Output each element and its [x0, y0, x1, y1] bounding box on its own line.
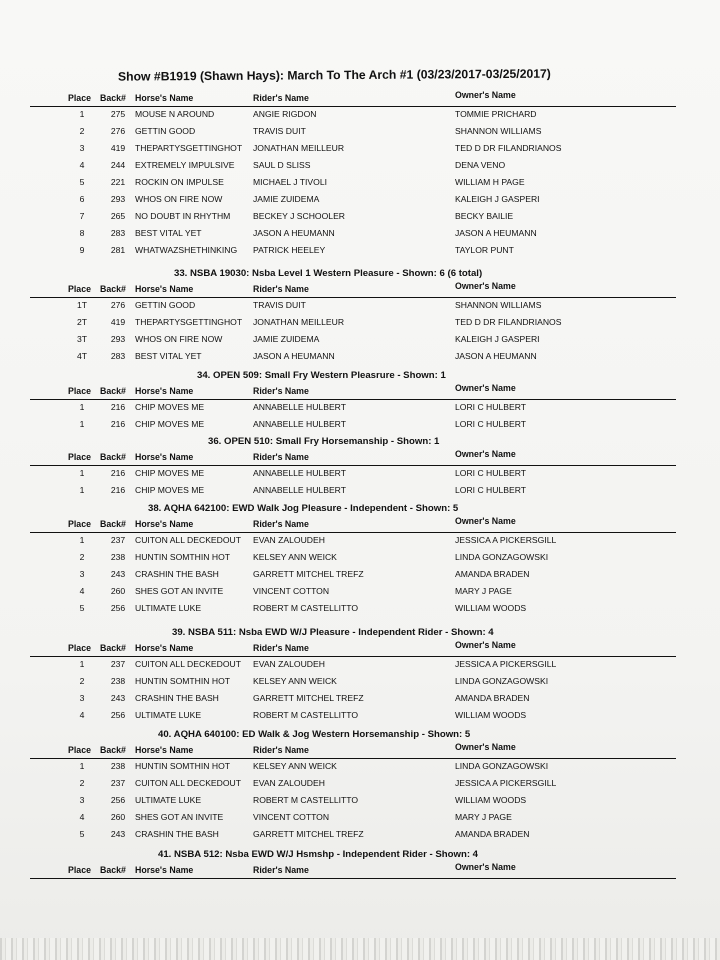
- horse-cell: CRASHIN THE BASH: [135, 693, 219, 703]
- place-cell: 1: [79, 109, 85, 119]
- place-cell: 4T: [76, 351, 88, 361]
- header-owner: Owner's Name: [455, 742, 516, 752]
- results-section: [30, 726, 676, 843]
- class-title: 34. OPEN 509: Small Fry Western Pleasrure - Shown: 1: [197, 370, 446, 381]
- horse-cell: CUITON ALL DECKEDOUT: [135, 778, 242, 788]
- rider-cell: ANNABELLE HULBERT: [253, 485, 346, 495]
- rider-cell: PATRICK HEELEY: [253, 245, 326, 255]
- owner-cell: AMANDA BRADEN: [455, 693, 530, 703]
- place-cell: 3: [79, 693, 85, 703]
- result-row: [30, 314, 676, 331]
- place-cell: 4: [79, 586, 85, 596]
- results-section: [30, 846, 676, 878]
- results-section: [30, 624, 676, 724]
- rider-cell: ANGIE RIGDON: [253, 109, 317, 119]
- rider-cell: JASON A HEUMANN: [253, 228, 335, 238]
- column-header-row: [30, 864, 676, 878]
- result-row: [30, 673, 676, 690]
- header-place: Place: [68, 93, 91, 103]
- horse-cell: EXTREMELY IMPULSIVE: [135, 160, 235, 170]
- result-row: [30, 465, 676, 482]
- class-title: 38. AQHA 642100: EWD Walk Jog Pleasure - Independent - Shown: 5: [148, 503, 459, 514]
- class-title: 39. NSBA 511: Nsba EWD W/J Pleasure - Independent Rider - Shown: 4: [172, 627, 494, 638]
- place-cell: 2: [79, 126, 85, 136]
- owner-cell: WILLIAM WOODS: [455, 603, 527, 613]
- header-back: Back#: [100, 452, 126, 462]
- owner-cell: JESSICA A PICKERSGILL: [455, 659, 557, 669]
- back-cell: 237: [110, 659, 126, 669]
- result-row: [30, 583, 676, 600]
- back-cell: 260: [110, 812, 126, 822]
- rider-cell: ROBERT M CASTELLITTO: [253, 795, 359, 805]
- header-rider: Rider's Name: [253, 643, 309, 653]
- header-back: Back#: [100, 386, 126, 396]
- back-cell: 238: [110, 761, 126, 771]
- header-owner: Owner's Name: [455, 383, 516, 393]
- horse-cell: GETTIN GOOD: [135, 300, 196, 310]
- class-title: 36. OPEN 510: Small Fry Horsemanship - Shown: 1: [208, 436, 440, 447]
- horse-cell: CHIP MOVES ME: [135, 485, 205, 495]
- back-cell: 237: [110, 535, 126, 545]
- header-place: Place: [68, 745, 91, 755]
- show-title: Show #B1919 (Shawn Hays): March To The Arch #1 (03/23/2017-03/25/2017): [117, 66, 551, 84]
- owner-cell: JESSICA A PICKERSGILL: [455, 535, 557, 545]
- result-row: [30, 157, 676, 174]
- owner-cell: LORI C HULBERT: [455, 468, 526, 478]
- rider-cell: ANNABELLE HULBERT: [253, 402, 346, 412]
- owner-cell: AMANDA BRADEN: [455, 569, 530, 579]
- rider-cell: EVAN ZALOUDEH: [253, 535, 325, 545]
- result-row: [30, 600, 676, 617]
- back-cell: 419: [110, 143, 126, 153]
- owner-cell: LINDA GONZAGOWSKI: [455, 552, 549, 562]
- owner-cell: TED D DR FILANDRIANOS: [455, 317, 562, 327]
- rider-cell: GARRETT MITCHEL TREFZ: [253, 693, 364, 703]
- rider-cell: SAUL D SLISS: [253, 160, 311, 170]
- column-header-row: [30, 451, 676, 465]
- place-cell: 1: [79, 659, 85, 669]
- back-cell: 293: [110, 334, 126, 344]
- owner-cell: SHANNON WILLIAMS: [455, 300, 542, 310]
- back-cell: 256: [110, 603, 126, 613]
- header-back: Back#: [100, 745, 126, 755]
- header-horse: Horse's Name: [135, 643, 194, 653]
- header-owner: Owner's Name: [455, 449, 516, 459]
- horse-cell: THEPARTYSGETTINGHOT: [135, 143, 243, 153]
- back-cell: 256: [110, 710, 126, 720]
- place-cell: 3: [79, 569, 85, 579]
- place-cell: 1T: [76, 300, 88, 310]
- back-cell: 276: [110, 126, 126, 136]
- header-place: Place: [68, 386, 91, 396]
- class-title: 41. NSBA 512: Nsba EWD W/J Hsmshp - Independent Rider - Shown: 4: [158, 849, 479, 860]
- column-header-row: [30, 385, 676, 399]
- rider-cell: EVAN ZALOUDEH: [253, 778, 325, 788]
- result-row: [30, 690, 676, 707]
- place-cell: 2: [79, 676, 85, 686]
- header-back: Back#: [100, 865, 126, 875]
- horse-cell: NO DOUBT IN RHYTHM: [135, 211, 231, 221]
- header-owner: Owner's Name: [455, 281, 516, 291]
- rider-cell: JASON A HEUMANN: [253, 351, 335, 361]
- rider-cell: JAMIE ZUIDEMA: [253, 194, 320, 204]
- header-horse: Horse's Name: [135, 93, 194, 103]
- results-section: [30, 92, 676, 259]
- column-header-row: [30, 744, 676, 758]
- horse-cell: SHES GOT AN INVITE: [135, 812, 224, 822]
- horse-cell: CUITON ALL DECKEDOUT: [135, 659, 242, 669]
- place-cell: 3T: [76, 334, 88, 344]
- owner-cell: AMANDA BRADEN: [455, 829, 530, 839]
- header-back: Back#: [100, 519, 126, 529]
- result-row: [30, 242, 676, 259]
- header-place: Place: [68, 643, 91, 653]
- results-section: [30, 500, 676, 617]
- class-title: 40. AQHA 640100: ED Walk & Jog Western Horsemanship - Shown: 5: [158, 729, 471, 740]
- rider-cell: TRAVIS DUIT: [253, 126, 306, 136]
- back-cell: 243: [110, 693, 126, 703]
- owner-cell: JESSICA A PICKERSGILL: [455, 778, 557, 788]
- result-row: [30, 297, 676, 314]
- rider-cell: ROBERT M CASTELLITTO: [253, 710, 359, 720]
- place-cell: 5: [79, 177, 85, 187]
- back-cell: 283: [110, 351, 126, 361]
- back-cell: 216: [110, 402, 126, 412]
- back-cell: 265: [110, 211, 126, 221]
- place-cell: 4: [79, 812, 85, 822]
- rider-cell: BECKEY J SCHOOLER: [253, 211, 346, 221]
- back-cell: 237: [110, 778, 126, 788]
- rider-cell: KELSEY ANN WEICK: [253, 761, 337, 771]
- horse-cell: WHOS ON FIRE NOW: [135, 194, 223, 204]
- owner-cell: DENA VENO: [455, 160, 506, 170]
- header-place: Place: [68, 452, 91, 462]
- header-owner: Owner's Name: [455, 862, 516, 872]
- header-owner: Owner's Name: [455, 516, 516, 526]
- result-row: [30, 348, 676, 365]
- owner-cell: LORI C HULBERT: [455, 402, 526, 412]
- owner-cell: SHANNON WILLIAMS: [455, 126, 542, 136]
- back-cell: 238: [110, 676, 126, 686]
- back-cell: 256: [110, 795, 126, 805]
- rider-cell: JAMIE ZUIDEMA: [253, 334, 320, 344]
- place-cell: 1: [79, 419, 85, 429]
- header-rider: Rider's Name: [253, 452, 309, 462]
- result-row: [30, 191, 676, 208]
- back-cell: 260: [110, 586, 126, 596]
- owner-cell: JASON A HEUMANN: [455, 228, 537, 238]
- back-cell: 275: [110, 109, 126, 119]
- header-horse: Horse's Name: [135, 284, 194, 294]
- result-row: [30, 331, 676, 348]
- horse-cell: HUNTIN SOMTHIN HOT: [135, 552, 231, 562]
- rider-cell: VINCENT COTTON: [253, 812, 330, 822]
- result-row: [30, 140, 676, 157]
- column-header-row: [30, 518, 676, 532]
- horse-cell: CHIP MOVES ME: [135, 402, 205, 412]
- result-row: [30, 225, 676, 242]
- result-row: [30, 399, 676, 416]
- place-cell: 4: [79, 160, 85, 170]
- back-cell: 221: [110, 177, 126, 187]
- scan-edge: [0, 938, 720, 960]
- rider-cell: TRAVIS DUIT: [253, 300, 306, 310]
- result-row: [30, 532, 676, 549]
- horse-cell: THEPARTYSGETTINGHOT: [135, 317, 243, 327]
- result-row: [30, 482, 676, 499]
- place-cell: 2: [79, 778, 85, 788]
- horse-cell: ROCKIN ON IMPULSE: [135, 177, 224, 187]
- result-row: [30, 106, 676, 123]
- header-back: Back#: [100, 643, 126, 653]
- horse-cell: SHES GOT AN INVITE: [135, 586, 224, 596]
- back-cell: 216: [110, 485, 126, 495]
- header-rider: Rider's Name: [253, 93, 309, 103]
- header-rider: Rider's Name: [253, 745, 309, 755]
- result-row: [30, 656, 676, 673]
- horse-cell: BEST VITAL YET: [135, 228, 202, 238]
- horse-cell: ULTIMATE LUKE: [135, 795, 202, 805]
- owner-cell: LORI C HULBERT: [455, 485, 526, 495]
- horse-cell: CHIP MOVES ME: [135, 419, 205, 429]
- result-row: [30, 123, 676, 140]
- place-cell: 7: [79, 211, 85, 221]
- owner-cell: TAYLOR PUNT: [455, 245, 514, 255]
- header-horse: Horse's Name: [135, 519, 194, 529]
- owner-cell: LINDA GONZAGOWSKI: [455, 761, 549, 771]
- result-row: [30, 174, 676, 191]
- back-cell: 216: [110, 419, 126, 429]
- place-cell: 1: [79, 402, 85, 412]
- owner-cell: MARY J PAGE: [455, 586, 512, 596]
- place-cell: 9: [79, 245, 85, 255]
- result-row: [30, 809, 676, 826]
- back-cell: 216: [110, 468, 126, 478]
- header-horse: Horse's Name: [135, 386, 194, 396]
- owner-cell: KALEIGH J GASPERI: [455, 334, 540, 344]
- place-cell: 3: [79, 795, 85, 805]
- results-section: [30, 433, 676, 499]
- result-row: [30, 775, 676, 792]
- back-cell: 244: [110, 160, 126, 170]
- column-header-row: [30, 92, 676, 106]
- owner-cell: WILLIAM WOODS: [455, 710, 527, 720]
- owner-cell: KALEIGH J GASPERI: [455, 194, 540, 204]
- header-back: Back#: [100, 284, 126, 294]
- header-back: Back#: [100, 93, 126, 103]
- header-owner: Owner's Name: [455, 90, 516, 100]
- owner-cell: LORI C HULBERT: [455, 419, 526, 429]
- rider-cell: JONATHAN MEILLEUR: [253, 317, 345, 327]
- header-rider: Rider's Name: [253, 386, 309, 396]
- place-cell: 5: [79, 603, 85, 613]
- result-row: [30, 416, 676, 433]
- result-row: [30, 792, 676, 809]
- result-row: [30, 758, 676, 775]
- place-cell: 1: [79, 485, 85, 495]
- owner-cell: BECKY BAILIE: [455, 211, 514, 221]
- header-place: Place: [68, 519, 91, 529]
- header-place: Place: [68, 284, 91, 294]
- result-row: [30, 826, 676, 843]
- column-header-row: [30, 283, 676, 297]
- owner-cell: TOMMIE PRICHARD: [455, 109, 537, 119]
- back-cell: 243: [110, 569, 126, 579]
- place-cell: 1: [79, 761, 85, 771]
- rider-cell: GARRETT MITCHEL TREFZ: [253, 829, 364, 839]
- horse-cell: HUNTIN SOMTHIN HOT: [135, 761, 231, 771]
- column-header-row: [30, 642, 676, 656]
- place-cell: 8: [79, 228, 85, 238]
- results-section: [30, 265, 676, 365]
- rider-cell: JONATHAN MEILLEUR: [253, 143, 345, 153]
- rider-cell: ROBERT M CASTELLITTO: [253, 603, 359, 613]
- horse-cell: MOUSE N AROUND: [135, 109, 215, 119]
- back-cell: 283: [110, 228, 126, 238]
- horse-cell: CHIP MOVES ME: [135, 468, 205, 478]
- rider-cell: GARRETT MITCHEL TREFZ: [253, 569, 364, 579]
- place-cell: 3: [79, 143, 85, 153]
- result-row: [30, 208, 676, 225]
- owner-cell: WILLIAM WOODS: [455, 795, 527, 805]
- back-cell: 238: [110, 552, 126, 562]
- owner-cell: JASON A HEUMANN: [455, 351, 537, 361]
- horse-cell: GETTIN GOOD: [135, 126, 196, 136]
- horse-cell: ULTIMATE LUKE: [135, 603, 202, 613]
- result-row: [30, 707, 676, 724]
- rider-cell: VINCENT COTTON: [253, 586, 330, 596]
- header-rider: Rider's Name: [253, 519, 309, 529]
- header-horse: Horse's Name: [135, 452, 194, 462]
- horse-cell: WHATWAZSHETHINKING: [135, 245, 238, 255]
- rider-cell: KELSEY ANN WEICK: [253, 552, 337, 562]
- horse-cell: CRASHIN THE BASH: [135, 569, 219, 579]
- rider-cell: EVAN ZALOUDEH: [253, 659, 325, 669]
- header-horse: Horse's Name: [135, 865, 194, 875]
- class-title: 33. NSBA 19030: Nsba Level 1 Western Pleasure - Shown: 6 (6 total): [174, 268, 483, 279]
- owner-cell: LINDA GONZAGOWSKI: [455, 676, 549, 686]
- results-section: [30, 367, 676, 433]
- horse-cell: WHOS ON FIRE NOW: [135, 334, 223, 344]
- owner-cell: TED D DR FILANDRIANOS: [455, 143, 562, 153]
- horse-cell: ULTIMATE LUKE: [135, 710, 202, 720]
- header-owner: Owner's Name: [455, 640, 516, 650]
- place-cell: 1: [79, 468, 85, 478]
- place-cell: 2: [79, 552, 85, 562]
- place-cell: 4: [79, 710, 85, 720]
- back-cell: 293: [110, 194, 126, 204]
- horse-cell: CUITON ALL DECKEDOUT: [135, 535, 242, 545]
- back-cell: 419: [110, 317, 126, 327]
- horse-cell: BEST VITAL YET: [135, 351, 202, 361]
- rider-cell: MICHAEL J TIVOLI: [253, 177, 328, 187]
- result-row: [30, 566, 676, 583]
- place-cell: 5: [79, 829, 85, 839]
- horse-cell: HUNTIN SOMTHIN HOT: [135, 676, 231, 686]
- place-cell: 1: [79, 535, 85, 545]
- header-horse: Horse's Name: [135, 745, 194, 755]
- owner-cell: MARY J PAGE: [455, 812, 512, 822]
- place-cell: 6: [79, 194, 85, 204]
- owner-cell: WILLIAM H PAGE: [455, 177, 525, 187]
- back-cell: 281: [110, 245, 126, 255]
- place-cell: 2T: [76, 317, 88, 327]
- rider-cell: ANNABELLE HULBERT: [253, 419, 346, 429]
- result-row: [30, 549, 676, 566]
- rider-cell: ANNABELLE HULBERT: [253, 468, 346, 478]
- back-cell: 276: [110, 300, 126, 310]
- back-cell: 243: [110, 829, 126, 839]
- horse-cell: CRASHIN THE BASH: [135, 829, 219, 839]
- header-rider: Rider's Name: [253, 865, 309, 875]
- header-place: Place: [68, 865, 91, 875]
- header-rider: Rider's Name: [253, 284, 309, 294]
- rider-cell: KELSEY ANN WEICK: [253, 676, 337, 686]
